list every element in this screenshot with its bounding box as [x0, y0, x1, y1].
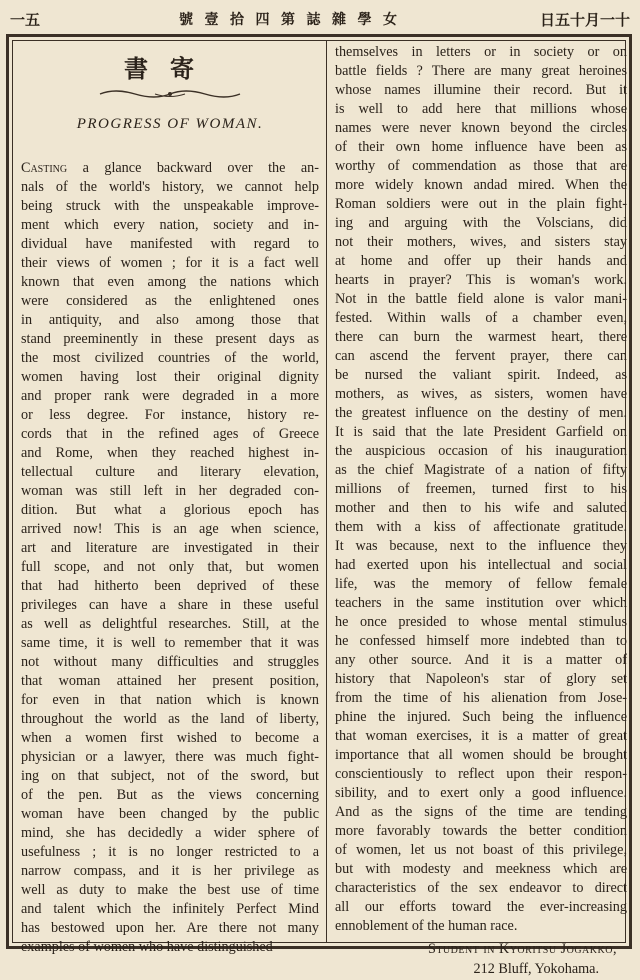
text-line: names were never known beyond the circles	[335, 120, 627, 136]
text-line: battle fields ? There are many great heroines	[335, 63, 627, 79]
signature-address: 212 Bluff, Yokohama.	[473, 961, 599, 977]
text-line: is well to add here that millions whose	[335, 101, 627, 117]
text-line: ennoblement of the human race.	[335, 918, 518, 934]
text-line: physician or a lawyer, there was much fight-	[21, 749, 319, 765]
text-line: throughout the world as the land of liberty,	[21, 711, 319, 727]
text-line: and proper rank were degraded in a more	[21, 388, 319, 404]
text-line: at home and offer up their hands and	[335, 253, 627, 269]
text-line: can ascend the fervent prayer, there can	[335, 348, 627, 364]
text-line: conscientiously to reflect upon their respon-	[335, 766, 627, 782]
text-line: privileges can have a share in these useful	[21, 597, 319, 613]
text-line: well as duty to make the best use of time	[21, 882, 319, 898]
text-line: And as the signs of the time are tending	[335, 804, 627, 820]
text-line: the most civilized countries of the world,	[21, 350, 319, 366]
flourish-ornament	[95, 87, 245, 101]
text-line: dividual have manifested with regard to	[21, 236, 319, 252]
text-line: life, was the memory of fellow female	[335, 576, 627, 592]
text-line: he confessed himself more indebted than to	[335, 633, 627, 649]
text-line: not without many difficulties and struggles	[21, 654, 319, 670]
text-line: ing on that subject, not of the sword, but	[21, 768, 319, 784]
text-line: whose names illumine their record. But it	[335, 82, 627, 98]
text-line: as the chief Magistrate of a nation of fifty	[335, 462, 627, 478]
signature-block	[335, 940, 627, 980]
text-line: known that even among the nations which	[21, 274, 319, 290]
inner-frame	[12, 40, 627, 977]
text-line: mothers, as wives, as sisters, women have	[335, 386, 627, 402]
text-line: fested. Within walls of a chamber even,	[335, 310, 627, 326]
text-line: in antiquity, and also among those that	[21, 312, 319, 328]
text-line: all our efforts toward the ever-increasing	[335, 899, 627, 915]
publication-title: 號 壹 拾 四 第 誌 雜 學 女	[179, 13, 401, 28]
text-line: that woman exercises, it is a matter of great	[335, 728, 627, 744]
text-line: dition. But what a glorious epoch has	[21, 502, 319, 518]
text-line: examples of women who have distinguished	[21, 939, 273, 955]
page-frame	[6, 34, 632, 977]
text-line: Casting a glance backward over the an-	[21, 160, 319, 176]
page-header	[10, 6, 630, 32]
text-line: millions of freemen, turned first to his	[335, 481, 627, 497]
text-line: history that Napoleon's star of glory set	[335, 671, 627, 687]
text-line: of the pen. But as the views concerning	[21, 787, 319, 803]
text-line: worthy of commendation as those that are	[335, 158, 627, 174]
text-line: from the time of his alienation from Jose-	[335, 690, 627, 706]
text-line: there can burn the warmest heart, there	[335, 329, 627, 345]
text-line: art and literature are investigated in their	[21, 540, 319, 556]
text-line: woman have been changed by the public	[21, 806, 319, 822]
text-line: women having lost their original dignity	[21, 369, 319, 385]
text-line: It is said that the late President Garfield on	[335, 424, 627, 440]
text-line: stand preeminently in these present days as	[21, 331, 319, 347]
text-line: of their own home influence have been as	[335, 139, 627, 155]
text-line: Roman soldiers were out in the plain fight-	[335, 196, 627, 212]
text-line: as well as delightful researches. Still, at the	[21, 616, 319, 632]
text-line: hearts in prayer? This is woman's work.	[335, 272, 627, 288]
text-line: that woman attained her present position,	[21, 673, 319, 689]
text-line: the auspicious occasion of his inauguration	[335, 443, 627, 459]
text-line: being struck with the unspeakable improve-	[21, 198, 319, 214]
text-line: It was because, next to the influence they	[335, 538, 627, 554]
text-line: sibility, and to exert only a good influence.	[335, 785, 627, 801]
drop-word: Casting	[21, 160, 68, 176]
text-line: not their mothers, wives, and sisters stay	[335, 234, 627, 250]
column-divider	[326, 41, 327, 942]
text-line: ing and arguing with the Volscians, did	[335, 215, 627, 231]
text-line: had exerted upon his intellectual and social	[335, 557, 627, 573]
text-line: importance that all women should be brought	[335, 747, 627, 763]
article-title: PROGRESS OF WOMAN.	[76, 116, 264, 132]
text-line: more widely known andad mired. When the	[335, 177, 627, 193]
text-line: them with a kiss of affectionate gratitude.	[335, 519, 627, 535]
text-line: and Rome, when they reached highest in-	[21, 445, 319, 461]
text-line: ment which every nation, society and in-	[21, 217, 319, 233]
text-line: any other source. And it is a matter of	[335, 652, 627, 668]
right-column	[335, 43, 627, 977]
text-line: same time, it is well to remember that it was	[21, 635, 319, 651]
text-line: but with modesty and meekness which are	[335, 861, 627, 877]
text-line: teachers in the same institution over which	[335, 595, 627, 611]
text-line: were considered as the enlightened ones	[21, 293, 319, 309]
text-line: tellectual culture and literary elevation,	[21, 464, 319, 480]
text-line: phine the injured. Such being the influence	[335, 709, 627, 725]
text-line: themselves in letters or in society or on	[335, 44, 627, 60]
text-line: their views of women ; for it is a fact well	[21, 255, 319, 271]
left-column	[21, 41, 319, 955]
text-line: full scope, and not only that, but women	[21, 559, 319, 575]
text-line: mother and then to his wife and saluted	[335, 500, 627, 516]
text-line: that had hitherto been deprived of these	[21, 578, 319, 594]
text-line: he once presided to whose mental stimulus	[335, 614, 627, 630]
text-line: or less degree. For instance, history re-	[21, 407, 319, 423]
issue-date: 日五十月一十	[539, 12, 630, 29]
left-body-text	[21, 159, 319, 957]
section-title: 書寄	[124, 57, 216, 83]
text-line: mind, she has decidedly a wider sphere of	[21, 825, 319, 841]
text-line: characteristics of the sex endeavor to direct	[335, 880, 627, 896]
text-line: has bestowed upon her. Are there not many	[21, 920, 319, 936]
text-line: of women, let us not boast of this privilege,	[335, 842, 627, 858]
text-line: when a women first wished to become a	[21, 730, 319, 746]
text-line: narrow compass, and it is her privilege as	[21, 863, 319, 879]
text-line: for even in that nation which is known	[21, 692, 319, 708]
text-line: nals of the world's history, we cannot help	[21, 179, 319, 195]
text-line: usefulness ; it is no longer restricted to a	[21, 844, 319, 860]
text-line: more favorably towards the better condition	[335, 823, 627, 839]
text-line: Not in the battle field alone is valor mani-	[335, 291, 627, 307]
text-line: arrived now! This is an age when science,	[21, 521, 319, 537]
signature-author: Student in Kyoritsu Jogakko,	[427, 941, 617, 957]
text-line: be nursed the valiant spirit. Indeed, as	[335, 367, 627, 383]
right-body-text	[335, 43, 627, 936]
text-line: the greatest influence on the destiny of men.	[335, 405, 627, 421]
text-line: cords that in the refined ages of Greece	[21, 426, 319, 442]
text-line: and talent which the infinitely Perfect Mind	[21, 901, 319, 917]
text-line: woman was still left in her degraded con-	[21, 483, 319, 499]
page-number: 一五	[10, 12, 41, 29]
